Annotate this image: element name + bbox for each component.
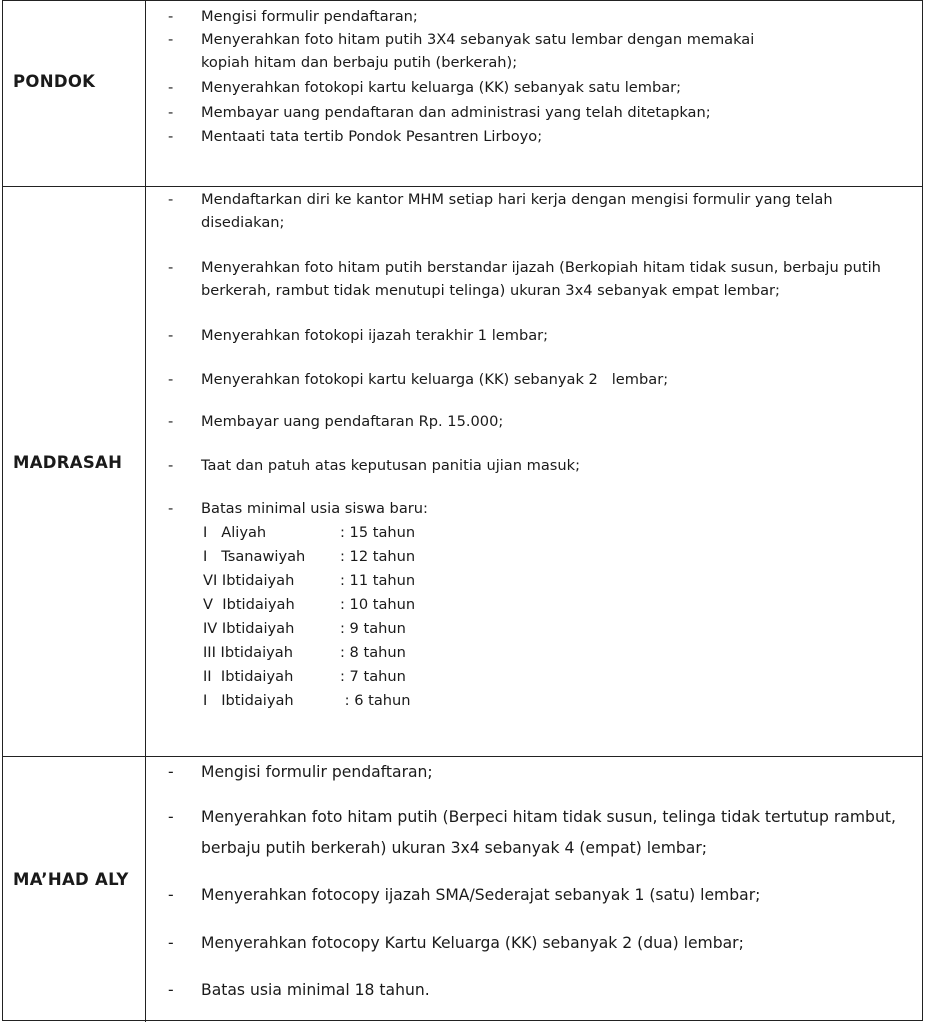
requirements-list-mahad-aly: - Mengisi formulir pendaftaran; - Menyerahkan foto hitam putih (Berpeci hitam tidak susun, telinga tidak tertutup rambut, berbaju putih berkerah) ukuran 3x4 sebanyak 4 (empat) lembar; - Menyerahkan fotocopy ijazah SMA/Sederajat sebanyak 1 (satu) lembar; - Menyerahkan fotocopy Kartu Keluarga (KK) sebanyak 2 (dua) lembar; - Batas usia minimal 18 tahun. (146, 757, 922, 1022)
bullet-dash: - (168, 808, 174, 826)
requirements-list-madrasah: - Mendaftarkan diri ke kantor MHM setiap hari kerja dengan mengisi formulir yang telah disediakan; - Menyerahkan foto hitam putih berstandar ijazah (Berkopiah hitam tidak susun, berbaju putih berkerah, rambut tidak menutupi telinga) ukuran 3x4 sebanyak empat lembar; - Menyerahkan fotokopi ijazah terakhir 1 lembar; - Menyerahkan fotokopi kartu keluarga (KK) sebanyak 2 lembar; - Membayar uang pendaftaran Rp. 15.000; - Taat dan patuh atas keputusan panitia ujian masuk; - Batas minimal usia siswa baru: I Aliyah : 15 tahun I Tsanawiyah : 12 tahun VI Ibtidaiyah : 11 tahun V Ibtidaiyah : 10 tahun IV Ibtidaiyah : 9 tahun III Ibtidaiyah : 8 tahun II Ibtidaiyah : 7 tahun I Ibtidaiyah : 6 tahun (146, 187, 922, 756)
bullet-dash: - (168, 128, 174, 145)
bullet-dash: - (168, 8, 174, 25)
bullet-dash: - (168, 886, 174, 904)
bullet-dash: - (168, 763, 174, 781)
bullet-dash: - (168, 934, 174, 952)
requirements-list-pondok: - Mengisi formulir pendaftaran; - Menyerahkan foto hitam putih 3X4 sebanyak satu lembar dengan memakai kopiah hitam dan berbaju putih (berkerah); - Menyerahkan fotokopi kartu keluarga (KK) sebanyak satu lembar; - Membayar uang pendaftaran dan administrasi yang telah ditetapkan; - Mentaati tata tertib Pondok Pesantren Lirboyo; (146, 1, 922, 186)
row-label-madrasah: MADRASAH (13, 453, 123, 472)
row-label-mahad-aly: MA’HAD ALY (13, 870, 129, 889)
label-cell (3, 1, 146, 186)
bullet-dash: - (168, 981, 174, 999)
bullet-dash: - (168, 79, 174, 96)
row-pondok (3, 1, 922, 187)
label-cell (3, 187, 146, 756)
label-cell (3, 757, 146, 1022)
bullet-dash: - (168, 500, 174, 517)
bullet-dash: - (168, 457, 174, 474)
bullet-dash: - (168, 413, 174, 430)
row-label-pondok: PONDOK (13, 72, 96, 91)
bullet-dash: - (168, 371, 174, 388)
row-madrasah (3, 187, 922, 757)
row-mahad-aly (3, 757, 922, 1022)
bullet-dash: - (168, 259, 174, 276)
bullet-dash: - (168, 104, 174, 121)
requirements-table (2, 0, 923, 1021)
bullet-dash: - (168, 31, 174, 48)
bullet-dash: - (168, 327, 174, 344)
bullet-dash: - (168, 191, 174, 208)
